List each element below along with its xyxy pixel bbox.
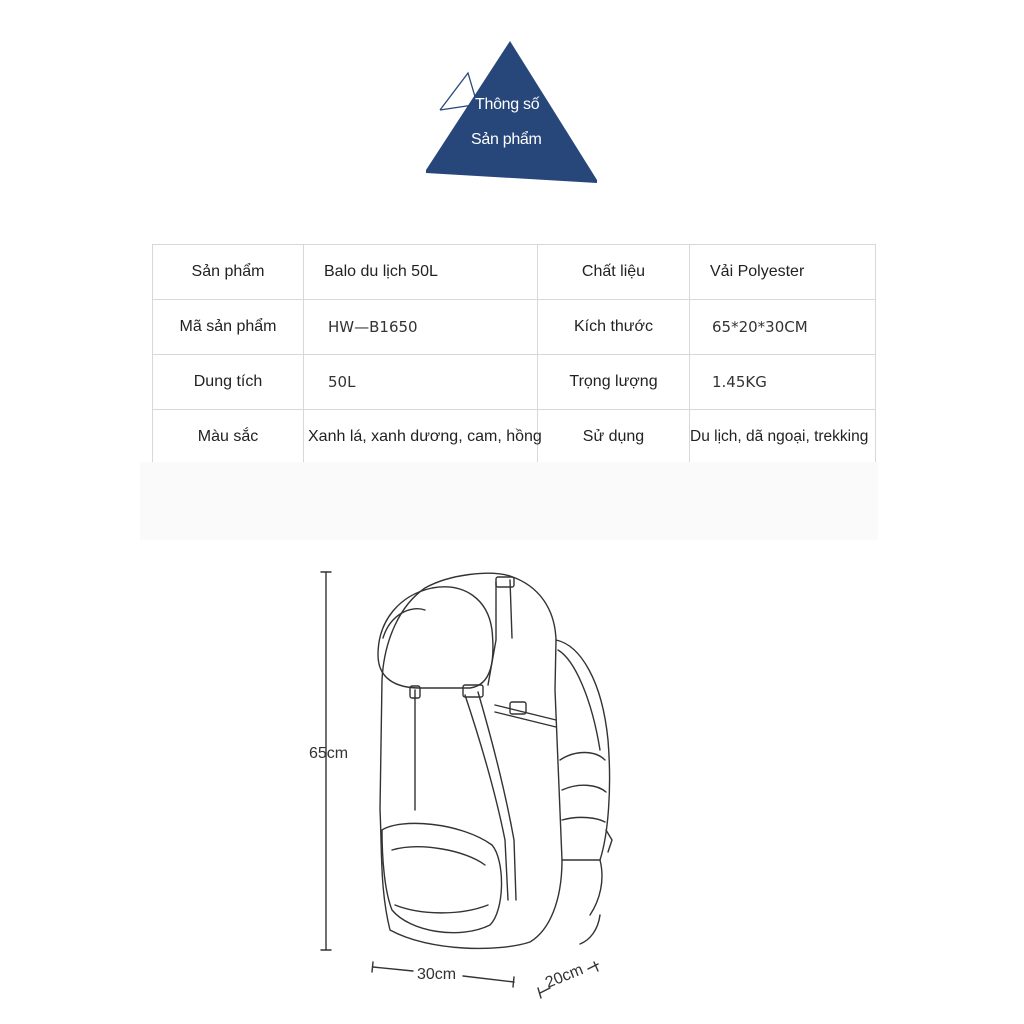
spec-label: Màu sắc (153, 410, 304, 465)
spec-value (304, 355, 538, 410)
spec-label: Chất liệu (538, 245, 690, 300)
spec-value-text: HW—B1650 (328, 317, 418, 336)
table-row (153, 300, 876, 355)
spec-value-text: 1.45KG (712, 372, 767, 391)
spec-value-text: Vải Polyester (710, 263, 805, 280)
spec-value (304, 300, 538, 355)
spec-value (304, 245, 538, 300)
spec-table (152, 244, 876, 465)
spec-value (690, 410, 876, 465)
backpack-illustration (300, 560, 630, 1000)
spec-value (690, 355, 876, 410)
spec-header-badge (420, 38, 605, 188)
spec-value-text: Du lịch, dã ngoại, trekking (690, 428, 869, 445)
spec-label: Mã sản phẩm (153, 300, 304, 355)
spec-value-text: 65*20*30CM (712, 317, 808, 336)
depth-dimension-label: 20cm (543, 961, 586, 992)
spec-value-text: Balo du lịch 50L (324, 263, 438, 280)
spec-label: Sử dụng (538, 410, 690, 465)
blank-panel (140, 462, 878, 540)
spec-value-text: Xanh lá, xanh dương, cam, hồng (308, 428, 542, 445)
height-dimension-label: 65cm (309, 745, 349, 762)
spec-label: Kích thước (538, 300, 690, 355)
width-dimension-label: 30cm (417, 966, 457, 983)
table-row (153, 355, 876, 410)
spec-value (690, 245, 876, 300)
spec-value (304, 410, 542, 465)
spec-label: Sản phẩm (153, 245, 304, 300)
header-title-line1: Thông số (475, 96, 540, 113)
spec-value-text: 50L (328, 372, 356, 391)
table-row (153, 245, 876, 300)
header-title-line2: Sản phẩm (471, 131, 542, 148)
spec-label: Trọng lượng (538, 355, 690, 410)
table-row (153, 410, 876, 465)
spec-value (690, 300, 876, 355)
spec-label: Dung tích (153, 355, 304, 410)
